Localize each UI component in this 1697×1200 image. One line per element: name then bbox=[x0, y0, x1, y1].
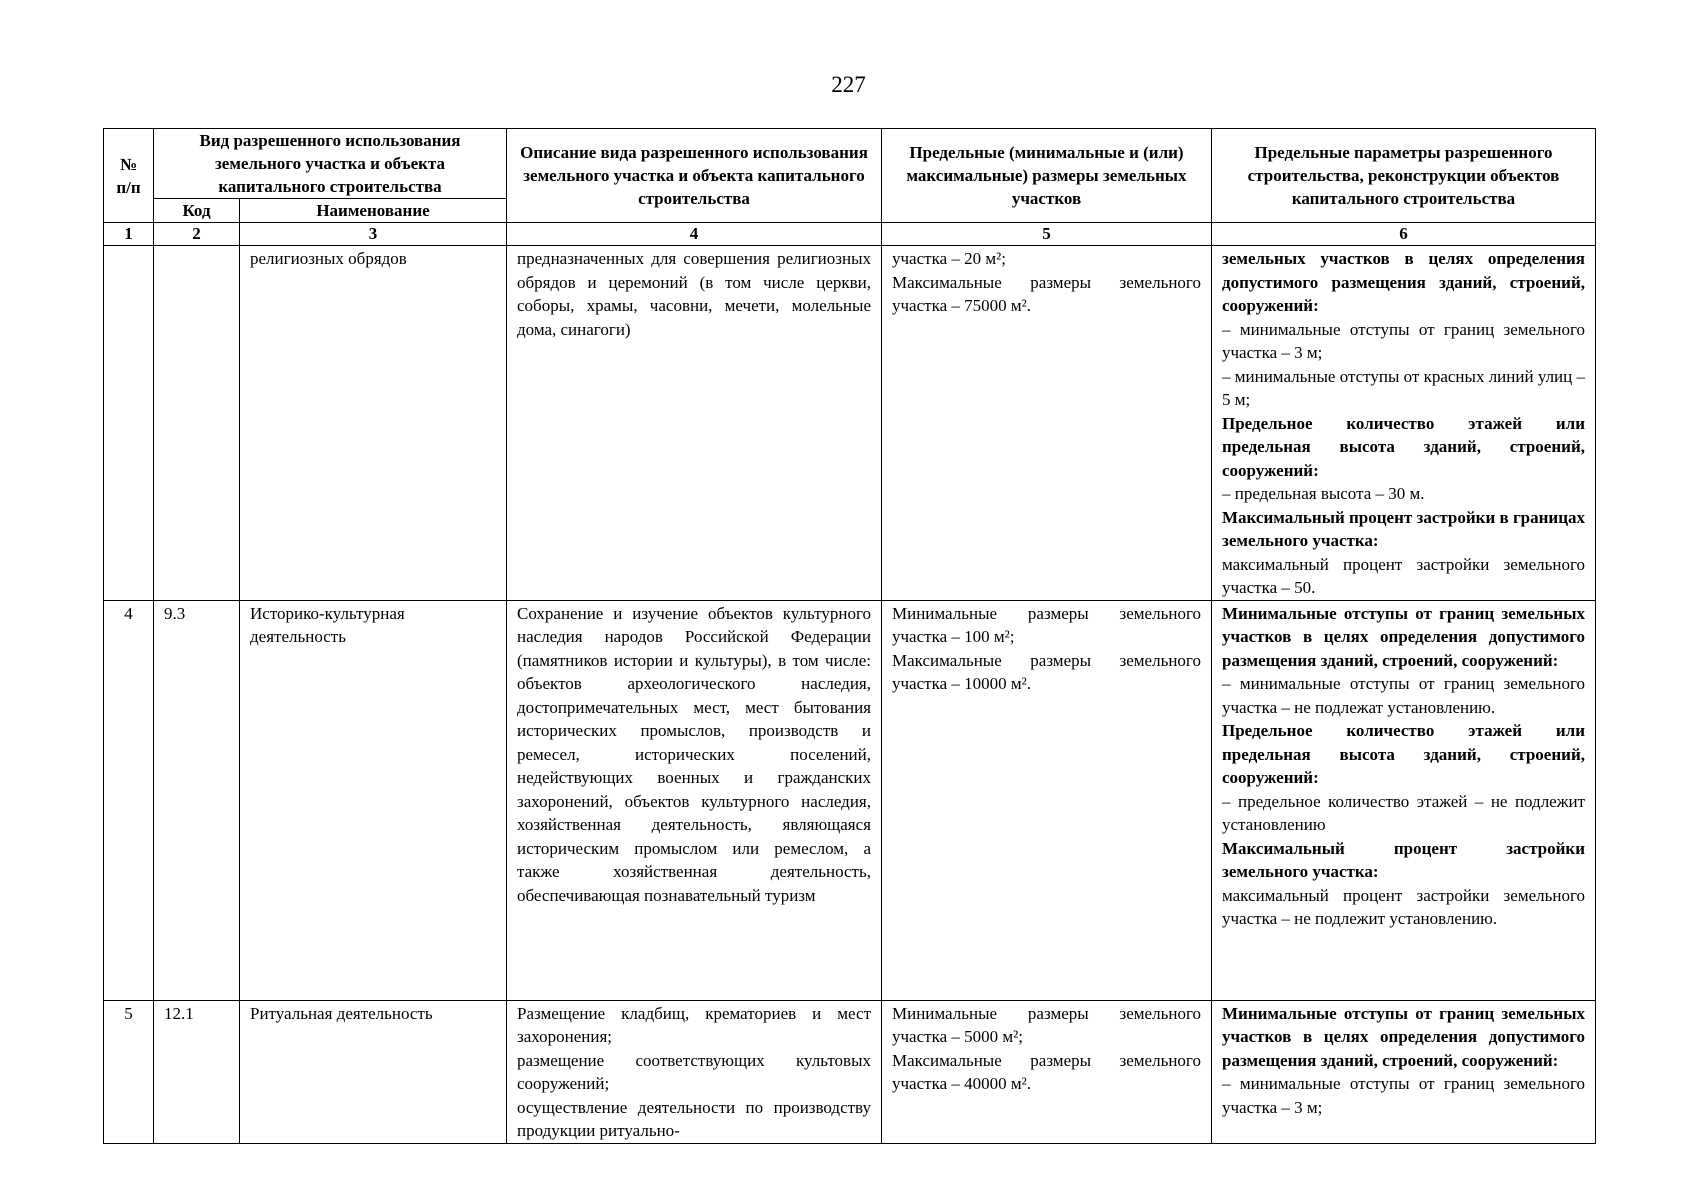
params-line: – предельная высота – 30 м. bbox=[1222, 484, 1425, 503]
description-line: Сохранение и изучение объектов культурного наследия народов Российской Федерации (памятников истории и культуры), в том числе: объектов археологического наследия, достопримечательных мест, мест бытования исторических промыслов, производств и ремесел, исторических поселений, недействующих военных и гражданских захоронений, объектов культурного наследия, хозяйственная деятельность, являющаяся историческим промыслом или ремеслом, а также хозяйственная деятельность, обеспечивающая познавательный туризм bbox=[517, 603, 871, 905]
params-line: максимальный процент застройки земельного участка – 50. bbox=[1222, 554, 1585, 597]
land-use-table bbox=[103, 128, 1596, 1144]
sizes-line: Максимальные размеры земельного участка – 75000 м². bbox=[892, 272, 1201, 315]
row-name: Историко-культурная деятельность bbox=[240, 600, 507, 1000]
row-description bbox=[507, 1000, 882, 1143]
description-line: предназначенных для совершения религиозных обрядов и церемоний (в том числе церкви, соборы, храмы, часовни, мечети, молельные дома, синагоги) bbox=[517, 249, 871, 339]
sizes-line: Максимальные размеры земельного участка – 10000 м². bbox=[892, 650, 1201, 693]
column-number: 6 bbox=[1212, 223, 1596, 246]
table-row bbox=[104, 1000, 1596, 1143]
header-description: Описание вида разрешенного использования земельного участка и объекта капитального строительства bbox=[507, 129, 882, 223]
row-sizes bbox=[882, 600, 1212, 1000]
params-line: – предельное количество этажей – не подлежит установлению bbox=[1222, 791, 1585, 834]
column-number: 3 bbox=[240, 223, 507, 246]
sizes-line: участка – 20 м²; bbox=[892, 249, 1006, 268]
params-heading: земельных участков в целях определения допустимого размещения зданий, строений, сооружений: bbox=[1222, 249, 1585, 315]
params-heading: Предельное количество этажей или предельная высота зданий, строений, сооружений: bbox=[1222, 721, 1585, 787]
params-line: максимальный процент застройки земельного участка – не подлежит установлению. bbox=[1222, 885, 1585, 928]
row-code: 12.1 bbox=[154, 1000, 240, 1143]
row-num bbox=[104, 246, 154, 601]
description-line: размещение соответствующих культовых сооружений; bbox=[517, 1050, 871, 1093]
row-description bbox=[507, 246, 882, 601]
params-heading: Максимальный процент застройки земельного участка: bbox=[1222, 838, 1585, 881]
row-num: 5 bbox=[104, 1000, 154, 1143]
params-heading: Минимальные отступы от границ земельных участков в целях определения допустимого размещения зданий, строений, сооружений: bbox=[1222, 603, 1585, 670]
table-row bbox=[104, 246, 1596, 601]
row-num: 4 bbox=[104, 600, 154, 1000]
description-line: осуществление деятельности по производству продукции ритуально- bbox=[517, 1097, 871, 1140]
row-description bbox=[507, 600, 882, 1000]
params-heading: Максимальный процент застройки в границах земельного участка: bbox=[1222, 507, 1586, 550]
sizes-line: Минимальные размеры земельного участка – 5000 м²; bbox=[892, 1003, 1201, 1046]
params-line: – минимальные отступы от границ земельного участка – не подлежат установлению. bbox=[1222, 674, 1585, 717]
row-params bbox=[1212, 600, 1596, 1000]
row-code bbox=[154, 246, 240, 601]
header-name: Наименование bbox=[240, 199, 507, 223]
column-number: 1 bbox=[104, 223, 154, 246]
header-params: Предельные параметры разрешенного строительства, реконструкции объектов капитального строительства bbox=[1212, 129, 1596, 223]
sizes-line: Максимальные размеры земельного участка – 40000 м². bbox=[892, 1050, 1201, 1093]
header-kind-group: Вид разрешенного использования земельного участка и объекта капитального строительства bbox=[154, 129, 507, 199]
column-number: 2 bbox=[154, 223, 240, 246]
row-sizes bbox=[882, 246, 1212, 601]
header-sizes: Предельные (минимальные и (или) максимальные) размеры земельных участков bbox=[882, 129, 1212, 223]
sizes-line: Минимальные размеры земельного участка – 100 м²; bbox=[892, 603, 1201, 646]
row-name: религиозных обрядов bbox=[240, 246, 507, 601]
column-number: 5 bbox=[882, 223, 1212, 246]
params-heading: Минимальные отступы от границ земельных участков в целях определения допустимого размещения зданий, строений, сооружений: bbox=[1222, 1003, 1585, 1070]
header-num: № п/п bbox=[104, 129, 154, 223]
description-line: Размещение кладбищ, крематориев и мест захоронения; bbox=[517, 1003, 871, 1046]
column-number: 4 bbox=[507, 223, 882, 246]
row-sizes bbox=[882, 1000, 1212, 1143]
params-heading: Предельное количество этажей или предельная высота зданий, строений, сооружений: bbox=[1222, 413, 1585, 480]
page-number: 227 bbox=[831, 72, 866, 97]
params-line: – минимальные отступы от красных линий улиц – 5 м; bbox=[1222, 366, 1586, 409]
params-line: – минимальные отступы от границ земельного участка – 3 м; bbox=[1222, 1074, 1585, 1117]
column-number-row bbox=[104, 223, 1596, 246]
table-row bbox=[104, 600, 1596, 1000]
header-code: Код bbox=[154, 199, 240, 223]
row-params bbox=[1212, 1000, 1596, 1143]
header-row bbox=[104, 129, 1596, 199]
row-params bbox=[1212, 246, 1596, 601]
params-line: – минимальные отступы от границ земельного участка – 3 м; bbox=[1222, 319, 1585, 362]
row-code: 9.3 bbox=[154, 600, 240, 1000]
row-name: Ритуальная деятельность bbox=[240, 1000, 507, 1143]
